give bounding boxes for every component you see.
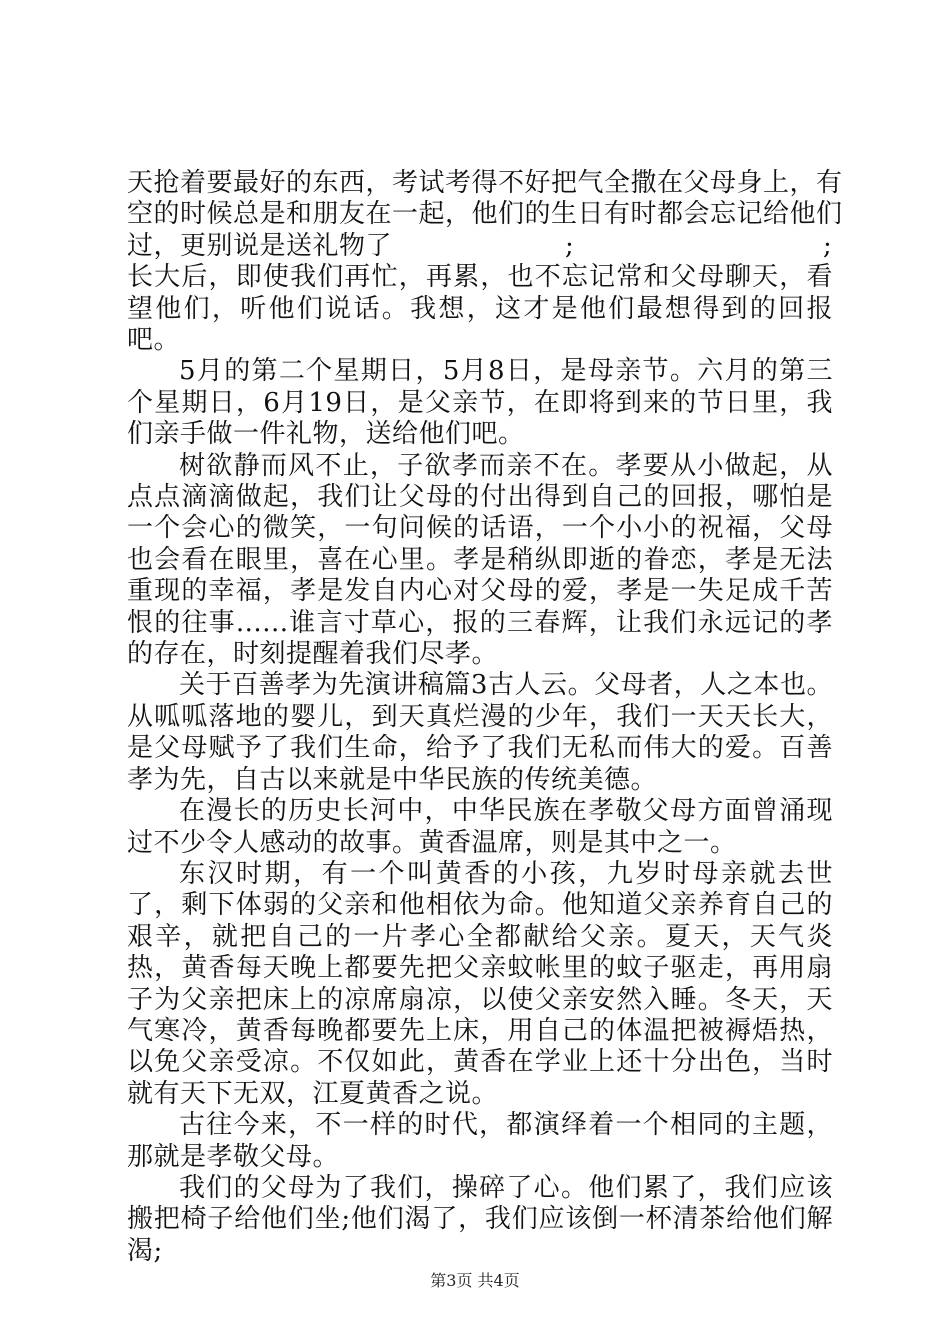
paragraph-parents: 我们的父母为了我们，操碎了心。他们累了，我们应该搬把椅子给他们坐;他们渴了，我们应该倒一杯清茶给他们解渴; xyxy=(127,1172,833,1266)
paragraph-history: 在漫长的历史长河中，中华民族在孝敬父母方面曾涌现过不少令人感动的故事。黄香温席，则是其中之一。 xyxy=(127,796,833,858)
paragraph-continued xyxy=(127,168,843,262)
paragraph-holidays: 5月的第二个星期日，5月8日，是母亲节。六月的第三个星期日，6月19日，是父亲节，在即将到来的节日里，我们亲手做一件礼物，送给他们吧。 xyxy=(127,356,833,450)
page-number-footer: 第3页 共4页 xyxy=(430,1271,520,1290)
document-body xyxy=(127,168,843,1267)
text-line: 过，更别说是送礼物了 xyxy=(127,230,393,261)
text-line: 天抢着要最好的东西，考试考得不好把气全撒在父母身上，有 xyxy=(127,168,843,198)
paragraph-grown-up: 长大后，即使我们再忙，再累，也不忘记常和父母聊天，看望他们，听他们说话。我想，这才是他们最想得到的回报吧。 xyxy=(127,262,833,356)
paragraph-huang-xiang: 东汉时期，有一个叫黄香的小孩，九岁时母亲就去世了，剩下体弱的父亲和他相依为命。他知道父亲养育自己的艰辛，就把自己的一片孝心全都献给父亲。夏天，天气炎热，黄香每天晚上都要先把父亲蚊帐里的蚊子驱走，再用扇子为父亲把床上的凉席扇凉，以使父亲安然入睡。冬天，天气寒冷，黄香每晚都要先上床，用自己的体温把被褥焐热，以免父亲受凉。不仅如此，黄香在学业上还十分出色，当时就有天下无双，江夏黄香之说。 xyxy=(127,858,833,1109)
paragraph-filial-piety: 树欲静而风不止，子欲孝而亲不在。孝要从小做起，从点点滴滴做起，我们让父母的付出得到自己的回报，哪怕是一个会心的微笑，一句问候的话语，一个小小的祝福，父母也会看在眼里，喜在心里。孝是稍纵即逝的眷恋，孝是无法重现的幸福，孝是发自内心对父母的爱，孝是一失足成千苦恨的往事......谁言寸草心，报的三春辉，让我们永远记的孝的存在，时刻提醒着我们尽孝。 xyxy=(127,450,833,670)
paragraph-speech-3-intro: 关于百善孝为先演讲稿篇3古人云。父母者，人之本也。从呱呱落地的婴儿，到天真烂漫的少年，我们一天天长大，是父母赋予了我们生命，给予了我们无私而伟大的爱。百善孝为先，自古以来就是中华民族的传统美德。 xyxy=(127,670,833,795)
text-line: 空的时候总是和朋友在一起，他们的生日有时都会忘记给他们 xyxy=(127,199,843,230)
text-line-with-semicolons xyxy=(127,231,833,262)
semicolon-mark: ; xyxy=(823,230,833,261)
semicolon-mark: ; xyxy=(565,230,575,261)
paragraph-theme: 古往今来，不一样的时代，都演绎着一个相同的主题，那就是孝敬父母。 xyxy=(127,1110,833,1172)
